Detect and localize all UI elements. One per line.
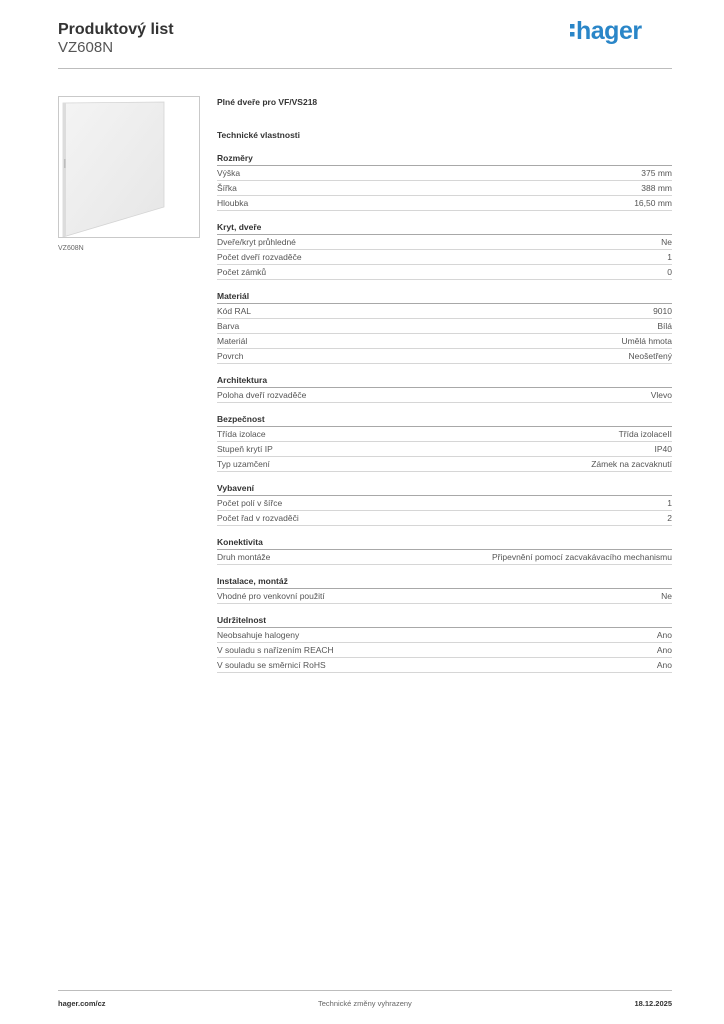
property-value: IP40 [654,444,672,454]
property-row [217,658,672,673]
property-value: Připevnění pomocí zacvakávacího mechanismu [491,552,672,562]
property-label: Typ uzamčení [217,459,270,469]
property-value: Ano [656,660,672,670]
property-label: Barva [217,321,240,331]
property-label: Šířka [217,183,237,193]
door-panel-illustration [59,97,199,237]
property-label: Kód RAL [217,306,252,316]
property-row [217,457,672,472]
hager-logo [568,13,658,49]
section-title: Rozměry [217,151,672,166]
logo-dot-bottom [570,32,575,37]
property-value: 375 mm [641,168,672,178]
header-divider [58,68,672,69]
section-title: Konektivita [217,535,672,550]
property-label: V souladu se směrnicí RoHS [217,660,326,670]
section-title: Udržitelnost [217,613,672,628]
property-section [217,289,672,364]
property-row [217,304,672,319]
property-row [217,511,672,526]
property-row [217,319,672,334]
logo-wordmark: hager [576,17,642,45]
property-value: Zámek na zacvaknutí [591,459,672,469]
property-label: Hloubka [217,198,249,208]
property-row [217,550,672,565]
section-title: Kryt, dveře [217,220,672,235]
property-label: Druh montáže [217,552,271,562]
property-value: 388 mm [641,183,672,193]
property-label: Stupeň krytí IP [217,444,273,454]
properties-list [217,151,672,673]
property-row [217,265,672,280]
property-value: Umělá hmota [621,336,672,346]
property-row [217,181,672,196]
section-title: Materiál [217,289,672,304]
property-row [217,589,672,604]
property-section [217,220,672,280]
property-label: Počet polí v šířce [217,498,283,508]
footer-date: 18.12.2025 [634,999,672,1008]
property-row [217,496,672,511]
footer-notice: Technické změny vyhrazeny [318,999,412,1008]
property-value: 2 [667,513,672,523]
property-value: 9010 [653,306,672,316]
property-value: Neošetřený [628,351,672,361]
image-caption: VZ608N [58,245,84,252]
property-value: Ano [656,630,672,640]
property-section [217,613,672,673]
section-title: Instalace, montáž [217,574,672,589]
property-row [217,334,672,349]
section-title: Architektura [217,373,672,388]
property-row [217,235,672,250]
property-value: Ne [661,237,672,247]
property-section [217,412,672,472]
section-title: Vybavení [217,481,672,496]
property-label: Počet zámků [217,267,267,277]
page-title: Produktový list [58,21,174,38]
footer-website: hager.com/cz [58,999,106,1008]
property-label: Poloha dveří rozvaděče [217,390,307,400]
property-value: Vlevo [650,390,672,400]
property-label: Vhodné pro venkovní použití [217,591,325,601]
section-title: Bezpečnost [217,412,672,427]
property-row [217,196,672,211]
property-label: Dveře/kryt průhledné [217,237,296,247]
footer-divider [58,990,672,991]
property-value: 1 [667,252,672,262]
property-value: Bílá [657,321,672,331]
property-section [217,481,672,526]
property-value: Třída izolaceII [618,429,672,439]
property-label: Neobsahuje halogeny [217,630,300,640]
product-image [58,96,200,238]
property-section [217,535,672,565]
property-row [217,250,672,265]
property-section [217,151,672,211]
property-label: Výška [217,168,241,178]
property-label: Počet dveří rozvaděče [217,252,302,262]
product-title: Plné dveře pro VF/VS218 [217,97,318,107]
property-value: 16,50 mm [634,198,672,208]
technical-properties-heading: Technické vlastnosti [217,130,300,140]
property-label: Materiál [217,336,248,346]
property-section [217,574,672,604]
property-section [217,373,672,403]
property-label: Povrch [217,351,244,361]
property-value: 0 [667,267,672,277]
property-label: Třída izolace [217,429,266,439]
property-value: 1 [667,498,672,508]
product-details [217,96,672,682]
property-row [217,442,672,457]
property-row [217,628,672,643]
property-row [217,166,672,181]
property-label: Počet řad v rozvaděči [217,513,299,523]
property-row [217,388,672,403]
property-value: Ne [661,591,672,601]
property-label: V souladu s nařízením REACH [217,645,334,655]
property-row [217,349,672,364]
logo-dot-top [570,24,575,29]
property-value: Ano [656,645,672,655]
property-row [217,427,672,442]
product-code: VZ608N [58,39,114,56]
property-row [217,643,672,658]
